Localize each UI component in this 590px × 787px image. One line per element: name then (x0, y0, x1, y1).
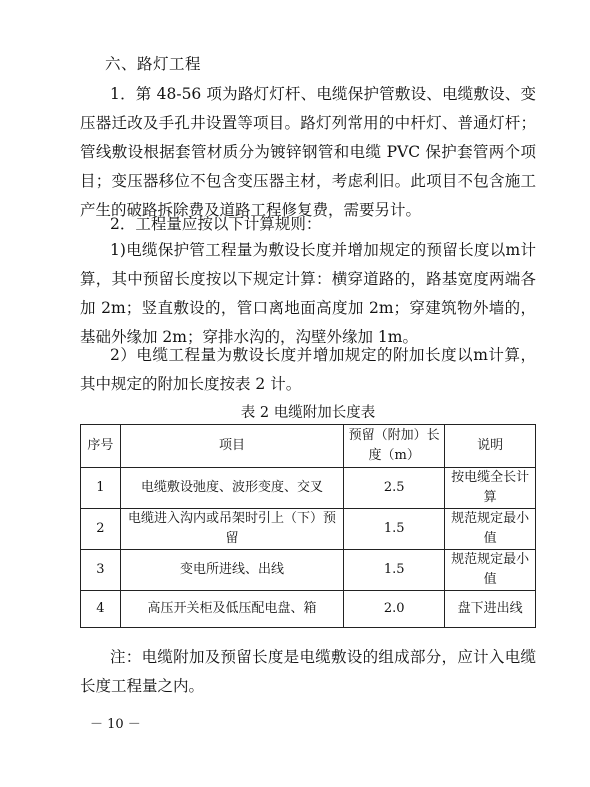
header-item: 项目 (120, 425, 343, 468)
page-number: － 10 － (90, 717, 141, 732)
cell-reserve: 1.5 (344, 509, 445, 550)
cell-reserve: 2.0 (344, 591, 445, 628)
cell-reserve: 1.5 (344, 550, 445, 591)
cell-note: 规范规定最小值 (445, 550, 536, 591)
cell-note: 按电缆全长计算 (445, 468, 536, 509)
cell-reserve: 2.5 (344, 468, 445, 509)
paragraph-1: 1．第 48-56 项为路灯灯杆、电缆保护管敷设、电缆敷设、变压器迁改及手孔井设置等项目。路灯列常用的中杆灯、普通灯杆；管线敷设根据套管材质分为镀锌钢管和电缆 PVC 保护套管两个项目；变压器移位不包含变压器主材，考虑利旧。此项目不包含施工产生的破路拆除费及道路工程修复费，需要另计。 (80, 85, 536, 219)
cell-note: 规范规定最小值 (445, 509, 536, 550)
table-row (81, 509, 536, 550)
cell-no: 3 (81, 550, 121, 591)
cell-item: 电缆敷设弛度、波形变度、交叉 (120, 468, 343, 509)
cell-no: 2 (81, 509, 121, 550)
table-caption: 表 2 电缆附加长度表 (240, 405, 376, 421)
header-no: 序号 (81, 425, 121, 468)
table-row (81, 468, 536, 509)
table-row (81, 591, 536, 628)
section-heading: 六、路灯工程 (105, 55, 202, 73)
table-note: 注：电缆附加及预留长度是电缆敷设的组成部分，应计入电缆长度工程量之内。 (80, 648, 536, 695)
header-reserve: 预留（附加）长度（m） (344, 425, 445, 468)
table-header-row (81, 425, 536, 468)
paragraph-2: 2．工程量应按以下计算规则： (110, 215, 322, 233)
paragraph-3: 1)电缆保护管工程量为敷设长度并增加规定的预留长度以m计算，其中预留长度按以下规定计算：横穿道路的，路基宽度两端各加 2m；竖直敷设的，管口离地面高度加 2m；穿建筑物外墙的，基础外缘加 2m；穿排水沟的，沟壁外缘加 1m。 (80, 241, 536, 346)
paragraph-4: 2）电缆工程量为敷设长度并增加规定的附加长度以m计算，其中规定的附加长度按表 2 计。 (80, 346, 536, 393)
cell-item: 变电所进线、出线 (120, 550, 343, 591)
header-note: 说明 (445, 425, 536, 468)
cell-no: 1 (81, 468, 121, 509)
cell-item: 电缆进入沟内或吊架时引上（下）预留 (120, 509, 343, 550)
cable-length-table (80, 424, 536, 628)
cell-no: 4 (81, 591, 121, 628)
cell-item: 高压开关柜及低压配电盘、箱 (120, 591, 343, 628)
cell-note: 盘下进出线 (445, 591, 536, 628)
table-row (81, 550, 536, 591)
